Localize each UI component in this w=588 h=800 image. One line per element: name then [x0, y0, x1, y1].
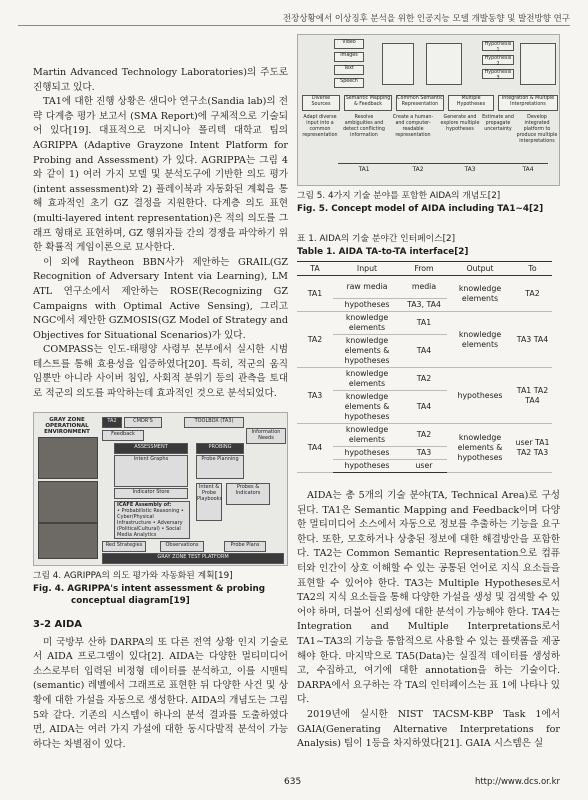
table-cell: TA4	[401, 335, 447, 368]
video-source: Video	[334, 39, 364, 49]
table-cell: TA2	[513, 276, 552, 312]
table-cell: TA2	[401, 424, 447, 447]
table-row	[297, 424, 552, 447]
cmdr-label: CMDR'S	[124, 417, 162, 428]
table-cell: TA3	[297, 368, 333, 424]
table-row	[297, 312, 552, 335]
figure-4-caption-en	[33, 583, 288, 607]
photo-image	[38, 523, 98, 559]
table-cell: TA2	[297, 312, 333, 368]
text-source: Text	[334, 65, 364, 75]
section-heading: 3-2 AIDA	[33, 618, 83, 630]
ta-axis-line	[338, 163, 548, 164]
desc-3: Create a human- and computer-readable representation	[392, 115, 434, 138]
icafe-box	[114, 501, 190, 539]
table-cell: knowledge elements & hypotheses	[447, 424, 513, 473]
paragraph: TA1에 대한 진행 상황은 샌디아 연구소(Sandia lab)의 전략 다계층 평가 보고서 (SMA Report)에 구체적으로 기술되어 있다[19]. 대표적으로 머지니아 폴리텍 대학교 팀의 AGRIPPA (Adaptive Grayzone Intent Platform for Probing and Assessment) 가 있다. AGRIPPA는 그림 4와 같이 1) 여러 가지 모델 및 분석도구에 기반한 의도 평가 (intent assessment)와 2) 플레이북과 자동화된 계획을 통해 효과적인 초기 GZ 결정을 지원한다. 다계층 의도 표현 (multi-layered intent representation)은 적의 의도를 그래프 형태로 표현하며, GZ 행위자들 간의 경쟁을 파악하기 위한 확률적 게임이론으로 묘사한다.	[33, 96, 288, 254]
table-header-row	[297, 262, 552, 276]
table-cell: hypotheses	[333, 460, 401, 473]
intent-graphs-box: Intent Graphs	[114, 455, 188, 487]
ta2-marker: TA2	[412, 166, 424, 173]
table-cell: raw media	[333, 276, 401, 299]
figure-5-caption-ko: 그림 5. 4가지 기술 분야를 포함한 AIDA의 개념도[2]	[297, 191, 501, 201]
page-number: 635	[284, 777, 302, 787]
icafe-items: • Probabilistic Reasoning • Cyber/Physical Infrastructure • Adversary (PoliticalCultural) • Social Media Analytics	[117, 507, 184, 538]
hypothesis-2: Hypothesis 2	[482, 55, 514, 65]
hypothesis-3: Hypothesis 3	[482, 69, 514, 79]
desc-1: Adapt diverse input into a common representation	[302, 115, 338, 138]
figure-5-caption-en: Fig. 5. Concept model of AIDA including TA1~4[2]	[297, 204, 544, 214]
figure-4-label: Fig. 4.	[33, 583, 65, 594]
table-cell: TA3	[401, 447, 447, 460]
figure-4-caption-ko: 그림 4. AGRIPPA의 의도 평가와 자동화된 계획[19]	[33, 570, 233, 581]
table-1-title-ko: 표 1. AIDA의 기술 분야간 인터페이스[2]	[297, 234, 456, 244]
desc-2: Resolve ambiguities and detect conflicting information	[343, 115, 385, 138]
table-cell: knowledge elements	[333, 368, 401, 391]
table-cell: TA3 TA4	[513, 312, 552, 368]
semantic-graph-block	[382, 43, 414, 85]
images-source: Images	[334, 52, 364, 62]
table-cell: knowledge elements	[447, 312, 513, 368]
hypothesis-1: Hypothesis 1	[482, 41, 514, 51]
table-row	[297, 276, 552, 299]
table-cell: TA4	[297, 424, 333, 473]
table-header-cell: From	[401, 262, 447, 276]
toolbox-label: TOOLBOX (TA3)	[184, 417, 244, 428]
table-cell: TA4	[401, 391, 447, 424]
paragraph: 2019년에 실시한 NIST TACSM-KBP Task 1에서 GAIA(Generating Alternative Interpretations for Analysis) 팀이 1등을 차지하였다[21]. GAIA 시스템은 실	[297, 708, 560, 750]
table-cell: user	[401, 460, 447, 473]
paragraph: 이 외에 Raytheon BBN사가 제안하는 GRAIL(GZ Recognition of Adversary Intent via Learning), LM ATL 연구소에서 제안하는 ROSE(Recognizing GZ Campaigns with Optimal Active Sensing), 그리고 NGC에서 제안한 GZMOSIS(GZ Model of Strategy and Objectives for Situational Scenarios)가 있다.	[33, 256, 288, 341]
table-cell: TA3, TA4	[401, 299, 447, 312]
paragraph: COMPASS는 인도-태평양 사령부 본부에서 실시한 시범 테스트를 통해 효용성을 입증하였다[20]. 특히, 적군의 움직임뿐만 아니라 사이버 침입, 사회적 분위기 등의 관측을 토대로 적군의 의도를 파악하는데 효과적인 것으로 분석되었다.	[33, 344, 288, 400]
information-needs-label: Information Needs	[246, 428, 286, 444]
table-cell: knowledge elements	[333, 312, 401, 335]
table-header-cell: TA	[297, 262, 333, 276]
table-header-cell: To	[513, 262, 552, 276]
assessment-label: ASSESSMENT	[114, 443, 188, 454]
table-1	[297, 261, 552, 473]
figure-4-diagram	[33, 412, 288, 566]
ta4-marker: TA4	[522, 166, 534, 173]
desc-6: Develop integrated platform to produce multiple interpretations	[516, 115, 558, 144]
multiple-hypotheses-box: Multiple Hypotheses	[448, 95, 494, 111]
right-column	[297, 34, 560, 752]
diverse-sources-box: Diverse Sources	[302, 95, 340, 111]
table-cell: hypotheses	[333, 299, 401, 312]
left-column	[33, 66, 288, 752]
header-rule	[18, 25, 570, 26]
probing-label: PROBING	[196, 443, 244, 454]
interpretations-block	[520, 43, 556, 85]
semantic-mapping-box: Semantic Mapping & Feedback	[344, 95, 392, 111]
table-cell: knowledge elements & hypotheses	[333, 391, 401, 424]
icafe-title: ICAFE Assembly of:	[117, 501, 172, 508]
common-semantic-box: Common Semantic Representation	[396, 95, 444, 111]
table-cell: hypotheses	[447, 368, 513, 424]
table-cell: media	[401, 276, 447, 299]
speech-source: Speech	[334, 78, 364, 88]
integration-box: Integration & Multiple Interpretations	[498, 95, 558, 111]
probe-plans-label: Probe Plans	[224, 541, 266, 552]
table-cell: knowledge elements	[333, 424, 401, 447]
ta3-marker: TA3	[464, 166, 476, 173]
feedback-label: Feedback	[102, 430, 144, 441]
desc-5: Estimate and propagate uncertainty	[482, 115, 514, 132]
indicator-store-box: Indicator Store	[114, 488, 188, 499]
table-cell: knowledge elements	[447, 276, 513, 312]
table-cell: hypotheses	[333, 447, 401, 460]
probe-planning-box: Probe Planning	[196, 455, 244, 479]
figure-5-diagram	[297, 34, 560, 186]
gray-zone-test-platform: GRAY ZONE TEST PLATFORM	[102, 553, 284, 564]
table-cell: TA2	[401, 368, 447, 391]
observations-label: Observations	[160, 541, 204, 552]
table-row	[297, 368, 552, 391]
paragraph: Martin Advanced Technology Laboratories)의 주도로 진행되고 있다.	[33, 67, 288, 93]
intent-probe-playbooks-box: Intent & Probe Playbooks	[196, 483, 222, 521]
ta1-marker: TA1	[358, 166, 370, 173]
desc-4: Generate and explore multiple hypotheses	[440, 115, 480, 132]
probes-indicators-box: Probes & Indicators	[226, 483, 270, 505]
paragraph: 미 국방부 산하 DARPA의 또 다른 전역 상황 인지 기술로서 AIDA 프로그램이 있다[2]. AIDA는 다양한 멀티미디어 소스로부터 입력된 비정형 데이터를 분석하고, 이를 시맨틱 (semantic) 레벨에서 그래프로 표현한 뒤 다양한 사건 및 상황에 대한 가설을 자동으로 생성한다. AIDA의 개념도는 그림 5와 같다. 기존의 시스템이 하나의 분석 결과를 도출하였다면, AIDA는 여러 가지 가설에 대한 동시다발적 분석이 가능하다는 차별점이 있다.	[33, 636, 288, 750]
table-header-cell: Input	[333, 262, 401, 276]
table-cell: user TA1 TA2 TA3	[513, 424, 552, 473]
footer-url: http://www.dcs.or.kr	[474, 777, 560, 787]
representation-block	[426, 43, 462, 85]
ta2-label: TA2	[102, 417, 122, 428]
photo-image	[38, 437, 98, 479]
table-1-title-en: Table 1. AIDA TA-to-TA interface[2]	[297, 247, 469, 257]
paragraph: AIDA는 총 5개의 기술 분야(TA, Technical Area)로 구성된다. TA1은 Semantic Mapping and Feedback이며 다양한 멀티미디어 소스에서 자동으로 정보를 추출하는 기능을 요구한다. 또한, 모호하거나 상충된 정보에 대한 해결방안을 포함한다. TA2는 Common Semantic Representation으로 컴퓨터와 인간이 상호 이해할 수 있는 공통된 언어로 지식 요소들을 표현할 수 있어야 한다. TA3는 Multiple Hypotheses로서 TA2의 지식 요소들을 통해 다양한 가설을 생성 및 검색할 수 있어야 하며, 더불어 신뢰성에 대한 분석이 가능해야 한다. TA4는 Integration and Multiple Interpretations로서 TA1~TA3의 기능을 통합적으로 사용할 수 있는 플랫폼을 제공해야 한다. 마지막으로 TA5(Data)는 실질적 데이터를 생성하고, 수집하고, 여기에 대한 annotation을 하는 기술이다. DARPA에서 요구하는 각 TA의 인터페이스는 표 1에 나타나 있다.	[297, 490, 560, 706]
table-cell: knowledge elements & hypotheses	[333, 335, 401, 368]
table-cell: TA1 TA2 TA4	[513, 368, 552, 424]
photo-image	[38, 481, 98, 523]
table-header-cell: Output	[447, 262, 513, 276]
figure-4-caption-line2: conceptual diagram[19]	[71, 595, 190, 606]
running-header: 전장상황에서 이상징후 분석을 위한 인공지능 모델 개발동향 및 발전방향 연구	[282, 14, 570, 24]
gray-zone-label: GRAY ZONE OPERATIONAL ENVIRONMENT	[44, 416, 90, 435]
table-cell: TA1	[297, 276, 333, 312]
table-cell: TA1	[401, 312, 447, 335]
figure-4-caption-line1: AGRIPPA's intent assessment & probing	[67, 583, 266, 594]
red-strategies-label: Red Strategies	[102, 541, 146, 552]
